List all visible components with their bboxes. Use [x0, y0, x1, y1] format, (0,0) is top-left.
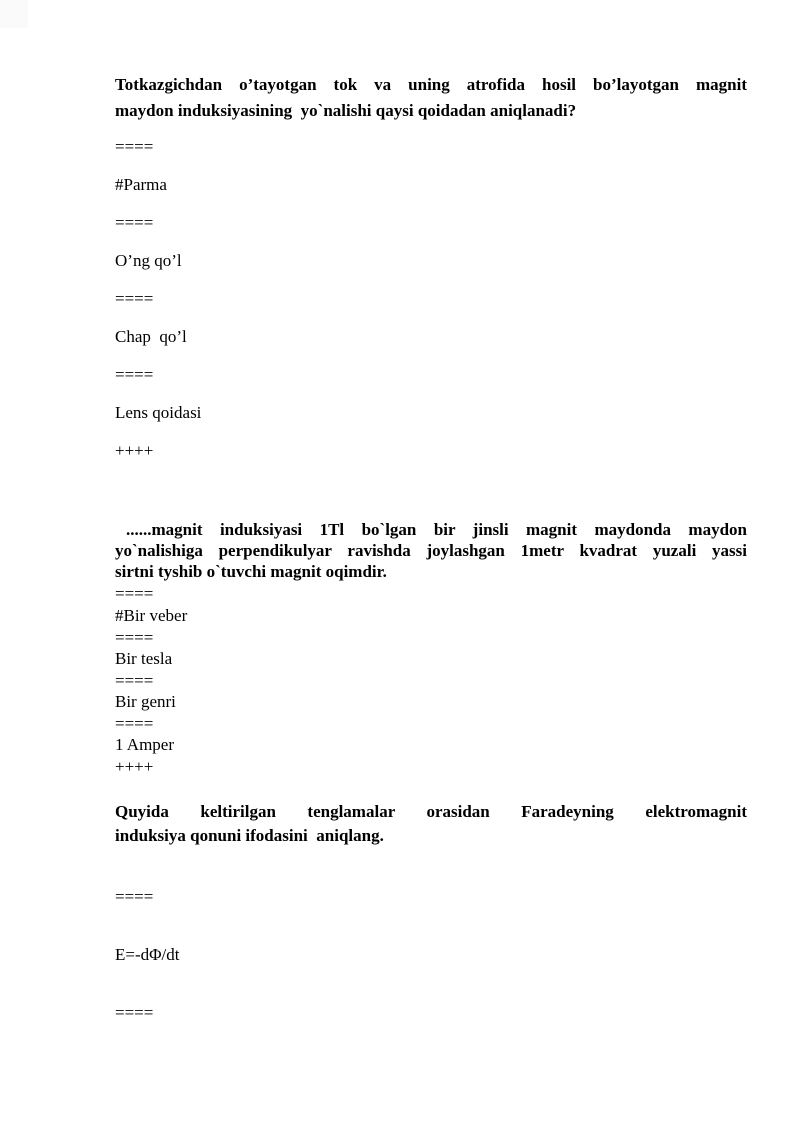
question-1-line: maydon induksiyasining yo`nalishi qaysi qoidadan aniqlanadi? [115, 101, 577, 120]
answer-separator: ==== [115, 628, 154, 647]
answer-separator: ==== [115, 887, 154, 906]
question-1-answer: O’ng qo’l [115, 251, 182, 270]
answer-separator: ==== [115, 671, 154, 690]
answer-separator: ==== [115, 1003, 154, 1022]
question-2-answer: #Bir veber [115, 606, 188, 625]
question-2-line: ......magnit induksiyasi 1Tl bo`lgan bir jinsli magnit maydonda maydon [126, 520, 747, 539]
answer-separator: ==== [115, 289, 154, 308]
question-2-answer: Bir genri [115, 692, 176, 711]
question-2-answer: 1 Amper [115, 735, 175, 754]
answer-separator: ==== [115, 365, 154, 384]
question-3-line: Quyida keltirilgan tenglamalar orasidan Faradeyning elektromagnit [115, 802, 747, 821]
answer-separator: ==== [115, 213, 154, 232]
question-2-line: yo`nalishiga perpendikulyar ravishda joylashgan 1metr kvadrat yuzali yassi [115, 541, 747, 560]
question-terminator: ++++ [115, 441, 154, 460]
question-terminator: ++++ [115, 757, 154, 776]
question-2-answer: Bir tesla [115, 649, 173, 668]
question-1-line: Totkazgichdan o’tayotgan tok va uning atrofida hosil bo’layotgan magnit [115, 75, 747, 94]
question-2-line: sirtni tyshib o`tuvchi magnit oqimdir. [115, 562, 387, 581]
question-1-answer: #Parma [115, 175, 167, 194]
question-1-answer: Lens qoidasi [115, 403, 202, 422]
question-3-answer: E=-dΦ/dt [115, 945, 180, 964]
scan-corner-artifact [0, 0, 28, 28]
answer-separator: ==== [115, 714, 154, 733]
question-1-answer: Chap qo’l [115, 327, 187, 346]
answer-separator: ==== [115, 584, 154, 603]
answer-separator: ==== [115, 137, 154, 156]
question-3-line: induksiya qonuni ifodasini aniqlang. [115, 826, 384, 845]
